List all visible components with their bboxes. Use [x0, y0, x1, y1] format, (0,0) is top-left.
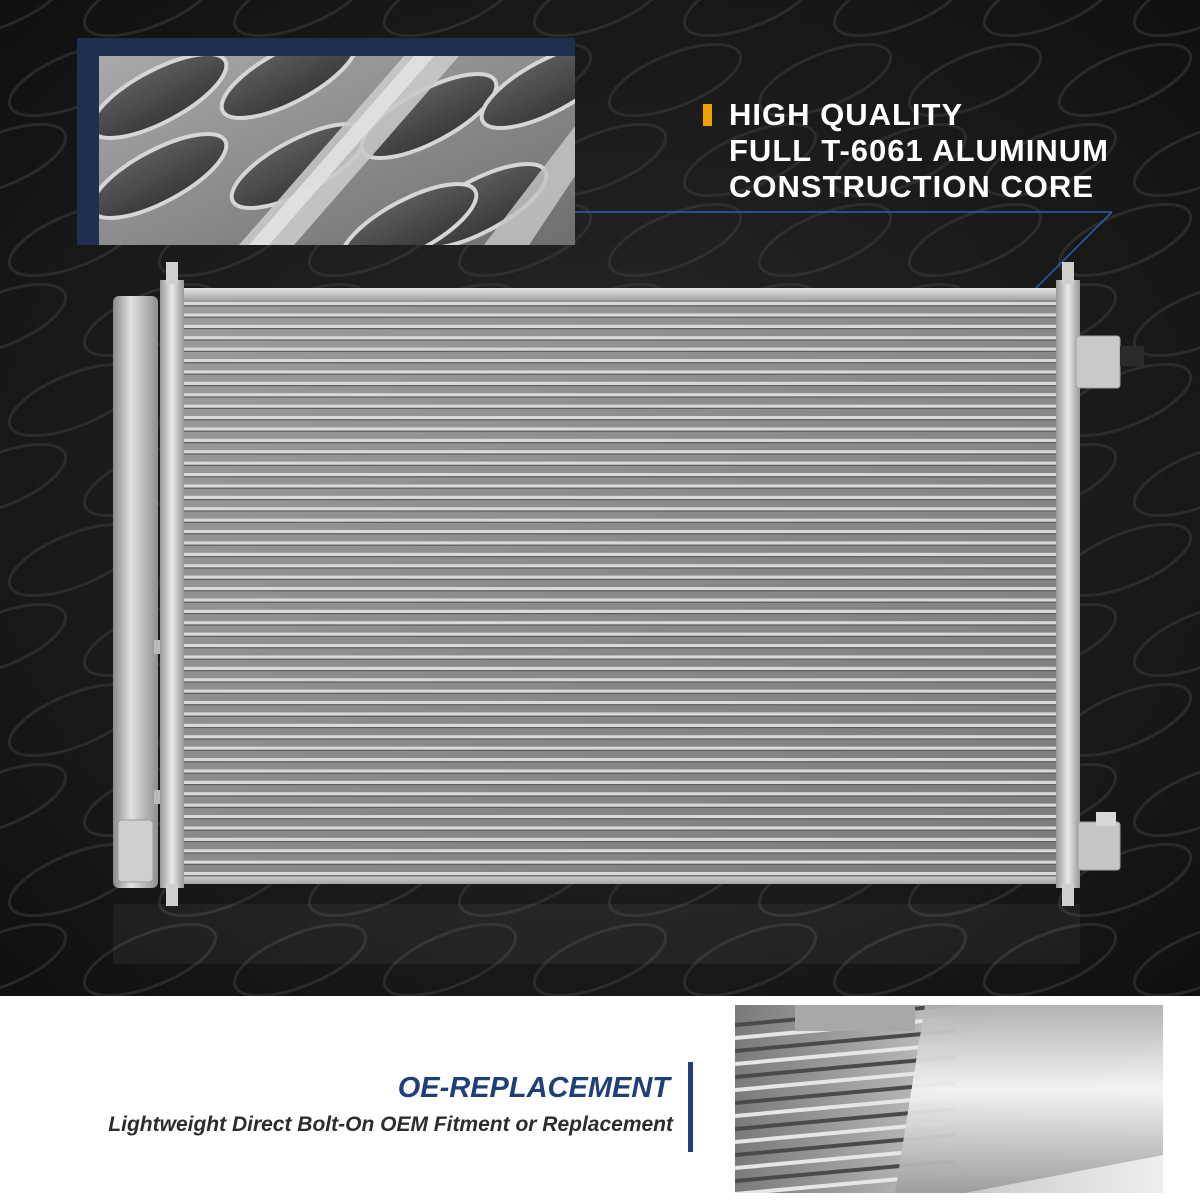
feature-title: OE-REPLACEMENT: [397, 1072, 670, 1104]
callout-line-3: CONSTRUCTION CORE: [729, 169, 1094, 204]
callout-line-2: FULL T-6061 ALUMINUM: [729, 133, 1109, 168]
feature-subtitle: Lightweight Direct Bolt-On OEM Fitment or Replacement: [108, 1113, 673, 1136]
condenser-detail-photo: [735, 1005, 1163, 1193]
feature-strip: [0, 996, 1200, 1200]
callout-line-1: HIGH QUALITY: [729, 97, 964, 132]
feature-divider: [688, 1062, 693, 1152]
